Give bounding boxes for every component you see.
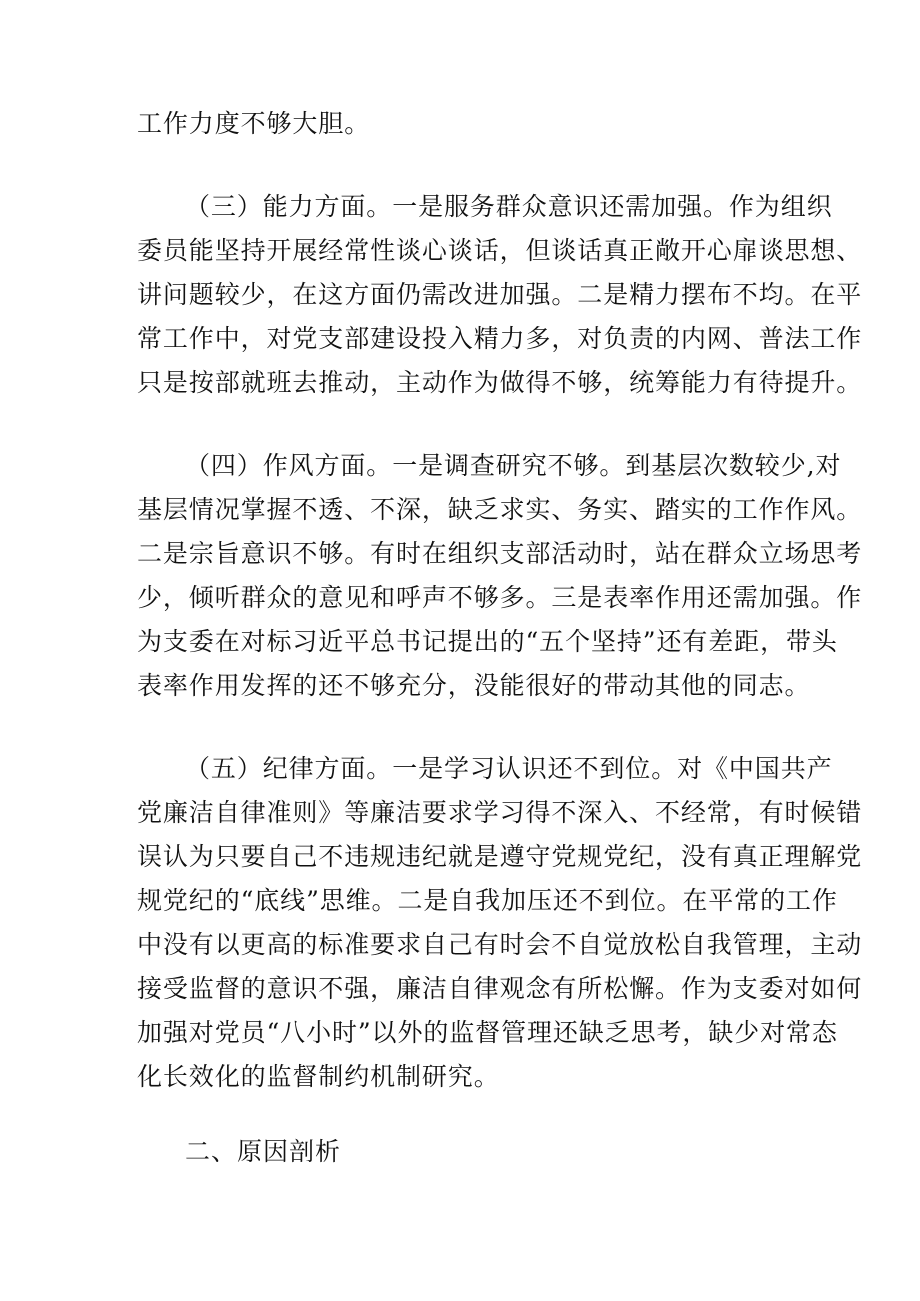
paragraph-line: 接受监督的意识不强，廉洁自律观念有所松懈。作为支委对如何 xyxy=(137,974,863,1003)
paragraph-line: 基层情况掌握不透、不深，缺乏求实、务实、踏实的工作作风。 xyxy=(137,495,863,524)
paragraph-line: 二是宗旨意识不够。有时在组织支部活动时，站在群众立场思考 xyxy=(137,539,863,568)
paragraph-line: 规党纪的“底线”思维。二是自我加压还不到位。在平常的工作 xyxy=(137,886,838,915)
paragraph-line: 中没有以更高的标准要求自己有时会不自觉放松自我管理，主动 xyxy=(137,930,863,959)
paragraph-line: （五）纪律方面。一是学习认识还不到位。对《中国共产 xyxy=(185,754,833,783)
paragraph-line: 讲问题较少，在这方面仍需改进加强。二是精力摆布不均。在平 xyxy=(137,280,863,309)
paragraph-line: 少，倾听群众的意见和呼声不够多。三是表率作用还需加强。作 xyxy=(137,583,863,612)
paragraph-line: 常工作中，对党支部建设投入精力多，对负责的内网、普法工作 xyxy=(137,324,863,353)
paragraph-line: 委员能坚持开展经常性谈心谈话，但谈话真正敞开心扉谈思想、 xyxy=(137,236,863,265)
paragraph-line: 表率作用发挥的还不够充分，没能很好的带动其他的同志。 xyxy=(137,671,811,700)
paragraph-line: 工作力度不够大胆。 xyxy=(137,109,371,138)
paragraph-line: （四）作风方面。一是调查研究不够。到基层次数较少,对 xyxy=(185,451,842,480)
paragraph-line: 加强对党员“八小时”以外的监督管理还缺乏思考，缺少对常态 xyxy=(137,1018,838,1047)
paragraph-line: 只是按部就班去推动，主动作为做得不够，统筹能力有待提升。 xyxy=(137,368,863,397)
paragraph-line: 为支委在对标习近平总书记提出的“五个坚持”还有差距，带头 xyxy=(137,627,838,656)
paragraph-line: （三）能力方面。一是服务群众意识还需加强。作为组织 xyxy=(185,192,833,221)
paragraph-line: 化长效化的监督制约机制研究。 xyxy=(137,1062,500,1091)
paragraph-line: 误认为只要自己不违规违纪就是遵守党规党纪，没有真正理解党 xyxy=(137,842,863,871)
section-heading: 二、原因剖析 xyxy=(185,1137,342,1166)
paragraph-line: 党廉洁自律准则》等廉洁要求学习得不深入、不经常，有时候错 xyxy=(137,798,863,827)
